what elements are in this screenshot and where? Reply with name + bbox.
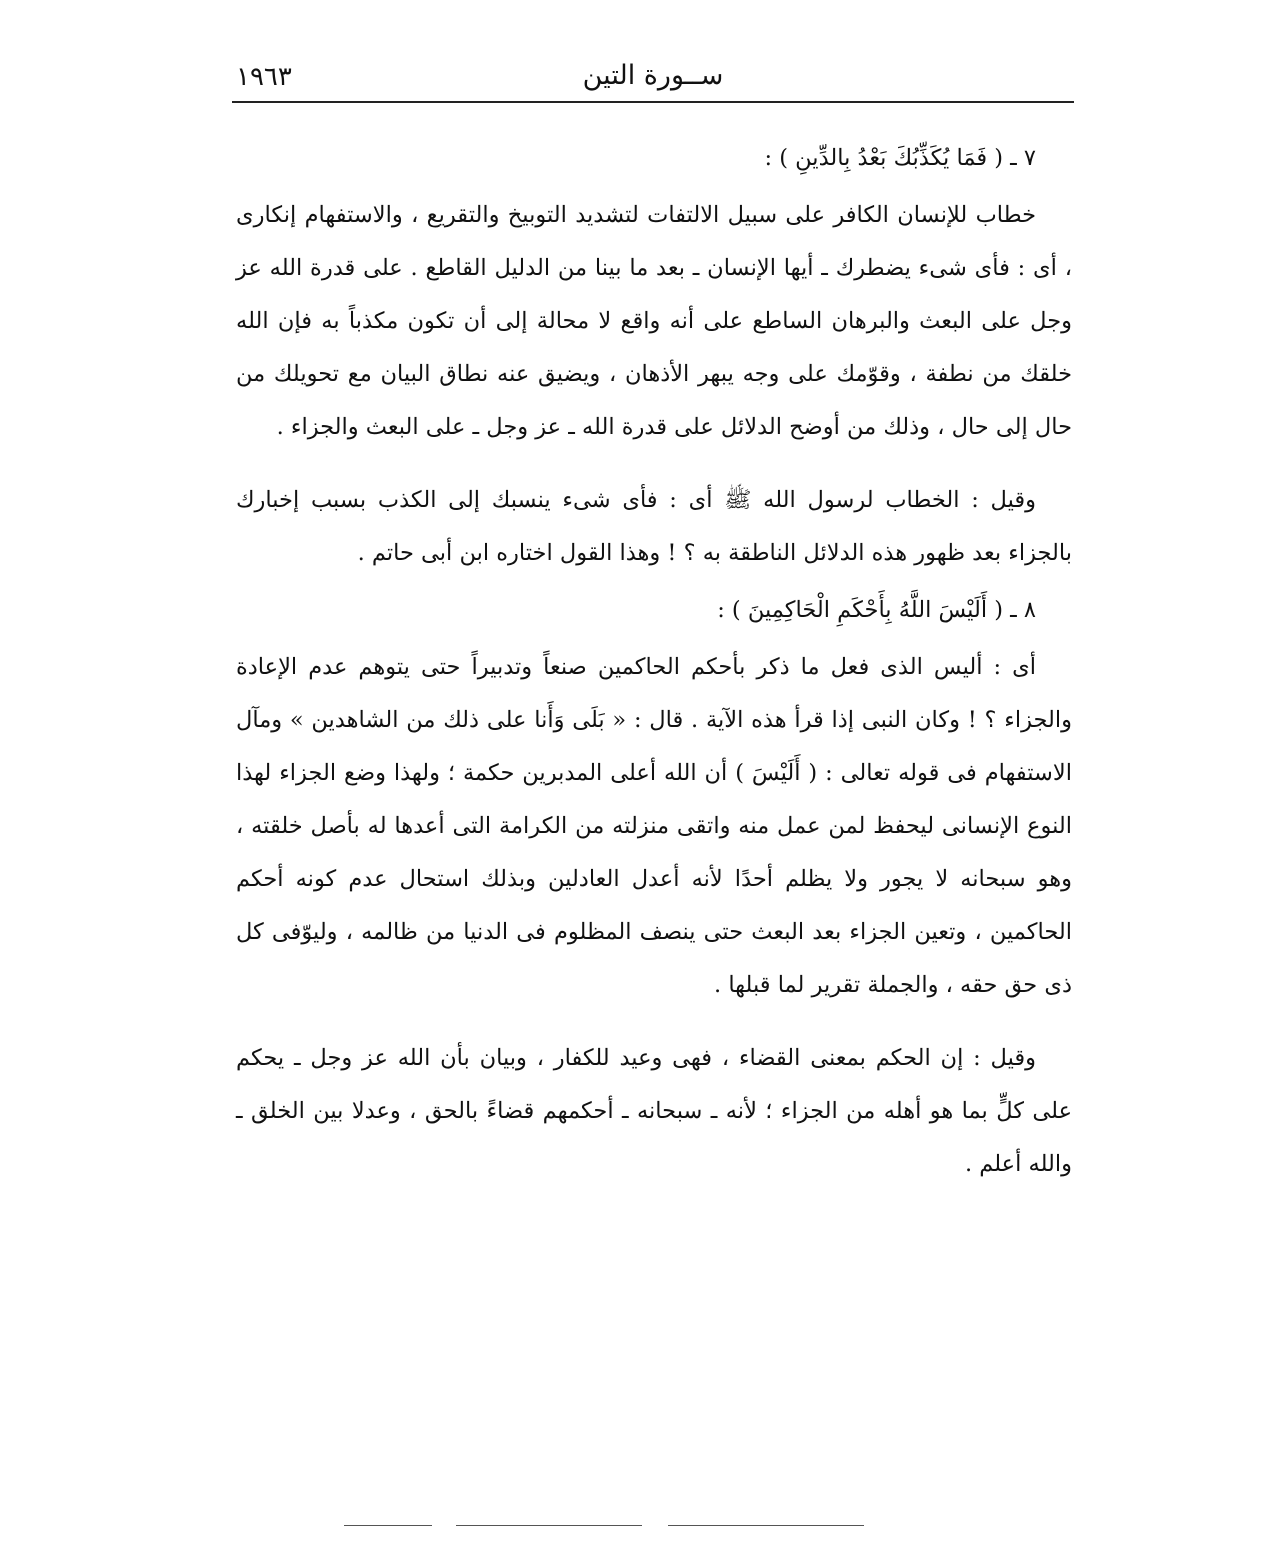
footer-divider	[344, 1525, 432, 1526]
header-rule	[232, 101, 1074, 103]
verse-7-commentary: خطاب للإنسان الكافر على سبيل الالتفات لتشديد التوبيخ والتقريع ، والاستفهام إنكارى ، أى : فأى شىء يضطرك ـ أيها الإنسان ـ بعد ما بينا من الدليل القاطع . على قدرة الله عز وجل على البعث والبرهان الساطع على أنه واقع لا محالة إلى أن تكون مكذباً به فإن الله خلقك من نطفة ، وقوّمك على وجه يبهر الأذهان ، ويضيق عنه نطاق البيان مع تحويلك من حال إلى حال ، وذلك من أوضح الدلائل على قدرة الله ـ عز وجل ـ على البعث والجزاء .	[236, 202, 1072, 440]
verse-7-alternative-view: وقيل : الخطاب لرسول الله ﷺ أى : فأى شىء ينسبك إلى الكذب بسبب إخبارك بالجزاء بعد ظهور هذه الدلائل الناطقة به ؟ ! وهذا القول اختاره ابن أبى حاتم .	[236, 487, 1072, 566]
verse-8-heading: ٨ ـ ( أَلَيْسَ اللَّهُ بِأَحْكَمِ الْحَاكِمِينَ ) :	[717, 597, 1036, 623]
page-header	[232, 60, 1074, 102]
verse-7-heading: ٧ ـ ( فَمَا يُكَذِّبُكَ بَعْدُ بِالدِّينِ ) :	[764, 145, 1036, 171]
surah-title: ســورة التين	[582, 60, 724, 91]
page-body	[236, 132, 1072, 1191]
page-number: ١٩٦٣	[236, 62, 292, 92]
verse-8-commentary: أى : أليس الذى فعل ما ذكر بأحكم الحاكمين صنعاً وتدبيراً حتى يتوهم عدم الإعادة والجزاء ؟ ! وكان النبى إذا قرأ هذه الآية . قال : « بَلَى وَأَنا على ذلك من الشاهدين » ومآل الاستفهام فى قوله تعالى : ( أَلَيْسَ ) أن الله أعلى المدبرين حكمة ؛ ولهذا وضع الجزاء لهذا النوع الإنسانى ليحفظ لمن عمل منه واتقى منزلته من الكرامة التى أعدها له بأصل خلقته ، وهو سبحانه لا يجور ولا يظلم أحدًا لأنه أعدل العادلين وبذلك استحال عدم كونه أحكم الحاكمين ، وتعين الجزاء بعد البعث حتى ينصف المظلوم فى الدنيا من ظالمه ، وليوّفى كل ذى حق حقه ، والجملة تقرير لما قبلها .	[236, 654, 1072, 998]
footer-divider	[668, 1525, 864, 1526]
footer-divider	[456, 1525, 642, 1526]
verse-8-alternative-view: وقيل : إن الحكم بمعنى القضاء ، فهى وعيد للكفار ، وبيان بأن الله عز وجل ـ يحكم على كلٍّ بما هو أهله من الجزاء ؛ لأنه ـ سبحانه ـ أحكمهم قضاءً بالحق ، وعدلا بين الخلق ـ والله أعلم .	[236, 1045, 1072, 1177]
